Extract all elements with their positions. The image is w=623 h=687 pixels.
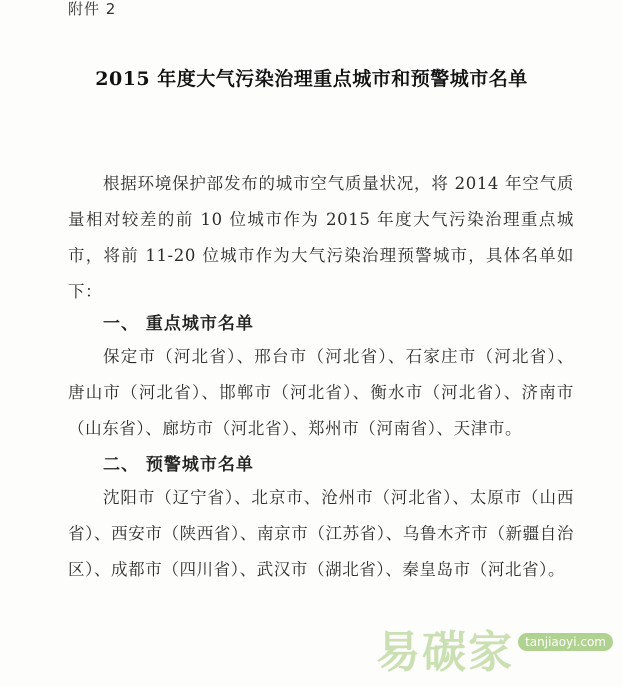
attachment-label: 附件 2	[68, 0, 117, 18]
intro-paragraph: 根据环境保护部发布的城市空气质量状况，将 2014 年空气质量相对较差的前 10 位城市作为 2015 年度大气污染治理重点城市，将前 11-20 位城市作为大气污染治理预警城市，具体名单如下：	[68, 174, 574, 301]
document-title: 2015 年度大气污染治理重点城市和预警城市名单	[95, 68, 528, 90]
key-cities-list: 保定市（河北省）、邢台市（河北省）、石家庄市（河北省）、唐山市（河北省）、邯郸市（河北省）、衡水市（河北省）、济南市（山东省）、廊坊市（河北省）、郑州市（河南省）、天津市。	[68, 347, 574, 438]
watermark-url: tanjiaoyi.com	[518, 633, 613, 651]
section-heading-key-cities: 一、 重点城市名单	[103, 314, 254, 334]
watermark	[376, 627, 613, 678]
warning-cities-list: 沈阳市（辽宁省）、北京市、沧州市（河北省）、太原市（山西省）、西安市（陕西省）、南京市（江苏省）、乌鲁木齐市（新疆自治区）、成都市（四川省）、武汉市（湖北省）、秦皇岛市（河北省）。	[68, 488, 574, 579]
watermark-logo: 易碳家	[376, 627, 515, 678]
section-heading-warning-cities: 二、 预警城市名单	[103, 455, 254, 475]
